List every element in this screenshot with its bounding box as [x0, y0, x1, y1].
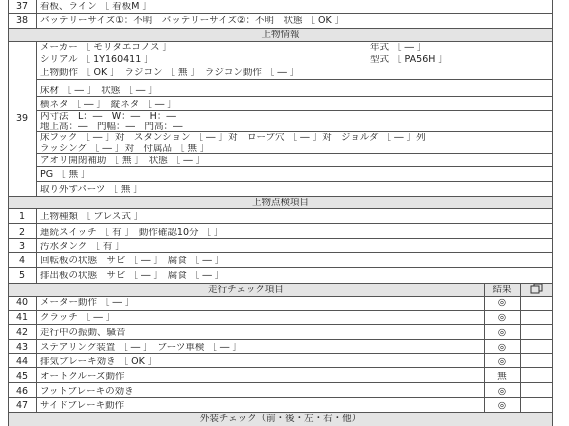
h-line-2 [8, 28, 553, 29]
h-line-17 [8, 283, 553, 284]
h-line-3 [8, 41, 553, 42]
inspection-item-5: 排出板の状態 サビ ［ ― ］ 腐食 ［ ― ］ [40, 271, 225, 281]
driving-item-41-no: 41 [15, 313, 29, 323]
hooks-line-2: ラッシング ［ ― ］対 付属品 ［ 無 ］ [40, 144, 210, 154]
driving-item-41: クラッチ ［ ― ］ [40, 313, 116, 323]
h-line-22 [8, 353, 553, 354]
inspection-item-1-no: 1 [18, 212, 26, 222]
driving-item-43-result: ◎ [497, 343, 507, 353]
h-line-18 [8, 296, 553, 297]
h-line-21 [8, 339, 553, 340]
h-line-15 [8, 252, 553, 253]
h-line-13 [8, 223, 553, 224]
v-line-result [484, 283, 485, 412]
beams-field: 横ネタ ［ ― ］ 縦ネタ ［ ― ］ [40, 100, 177, 110]
maker-field: メーカー ［ モリタエコノス ］ [40, 43, 172, 53]
dimensions-line-1: 内寸法 L：― W：― H：― [40, 112, 176, 122]
h-line-26 [8, 412, 553, 413]
driving-item-47-no: 47 [15, 401, 29, 411]
driving-item-40-no: 40 [15, 298, 29, 308]
inspection-item-2: 連続スイッチ ［ 有 ］ 動作確認10分 ［ ］ [40, 228, 224, 238]
driving-item-43-no: 43 [15, 343, 29, 353]
driving-item-42: 走行中の振動、騒音 [40, 328, 126, 338]
row-38-no: 38 [15, 16, 29, 26]
h-line-9 [36, 166, 553, 167]
inspection-item-5-no: 5 [18, 271, 26, 281]
v-line-no-top [36, 0, 37, 28]
h-line-6 [36, 110, 553, 111]
exterior-check-header: 外装チェック（前・後・左・右・他） [199, 414, 362, 424]
upper-info-header: 上物情報 [261, 30, 300, 40]
h-line-8 [36, 153, 553, 154]
h-line-24 [8, 382, 553, 383]
driving-item-46-result: ◎ [497, 387, 507, 397]
row-37-text: 看板、ライン ［ 看板M ］ [40, 2, 152, 12]
row-37-no: 37 [15, 2, 29, 12]
h-line-25 [8, 397, 553, 398]
inspection-header: 上物点検項目 [251, 198, 309, 208]
driving-item-46-no: 46 [15, 387, 29, 397]
driving-item-42-no: 42 [15, 328, 29, 338]
h-line-19 [8, 310, 553, 311]
h-line-7 [36, 131, 553, 132]
inspection-item-4: 回転板の状態 サビ ［ ― ］ 腐食 ［ ― ］ [40, 256, 225, 266]
hooks-line-1: 床フック ［ ― ］対 スタンション ［ ― ］対 ロープ穴 ［ ― ］対 ジョルダ ［ ― ］列 [40, 133, 426, 143]
v-line-left [8, 0, 9, 426]
h-line-5 [36, 96, 553, 97]
driving-item-47: サイドブレーキ動作 [40, 401, 125, 411]
h-line-10 [36, 181, 553, 182]
driving-item-40-result: ◎ [497, 298, 507, 308]
v-line-right [552, 0, 553, 426]
h-line-14 [8, 238, 553, 239]
serial-field: シリアル ［ 1Y160411 ］ [40, 55, 154, 65]
driving-item-45-result: 無 [497, 372, 507, 382]
tailgate-field: アオリ開閉補助 ［ 無 ］ 状態 ［ ― ］ [40, 156, 206, 166]
row-39-no: 39 [15, 114, 29, 124]
operation-field: 上物動作 ［ OK ］ ラジコン ［ 無 ］ ラジコン動作 ［ ― ］ [40, 68, 300, 78]
removable-parts-field: 取り外すパーツ ［ 無 ］ [40, 185, 143, 195]
inspection-item-4-no: 4 [18, 256, 26, 266]
model-field: 型式 ［ PA56H ］ [370, 55, 448, 65]
driving-item-40: メーター動作 ［ ― ］ [40, 298, 135, 308]
year-field: 年式 ［ ― ］ [370, 43, 427, 53]
inspection-sheet [8, 0, 553, 426]
driving-item-44-result: ◎ [497, 357, 507, 367]
driving-item-42-result: ◎ [497, 328, 507, 338]
driving-check-header: 走行チェック項目 [208, 285, 284, 295]
floor-field: 床材 ［ ― ］ 状態 ［ ― ］ [40, 86, 158, 96]
h-line-16 [8, 267, 553, 268]
v-line-no-inspection [36, 208, 37, 283]
driving-item-45-no: 45 [15, 372, 29, 382]
driving-item-45: オートクルーズ動作 [40, 372, 125, 382]
copy-icon[interactable] [520, 283, 553, 296]
v-line-extra [520, 283, 521, 412]
pg-field: PG ［ 無 ］ [40, 170, 91, 180]
result-header: 結果 [492, 285, 512, 295]
inspection-item-2-no: 2 [18, 228, 26, 238]
driving-item-47-result: ◎ [497, 401, 507, 411]
v-line-no-upper [36, 41, 37, 196]
h-line-23 [8, 367, 553, 368]
driving-item-44: 排気ブレーキ効き ［ OK ］ [40, 357, 158, 367]
h-line-11 [8, 196, 553, 197]
dimensions-line-2: 地上高：― 門幅：― 門高：― [40, 122, 183, 132]
inspection-item-3: 汚水タンク ［ 有 ］ [40, 242, 125, 252]
h-line-12 [8, 208, 553, 209]
row-38-text: バッテリーサイズ①：不明 バッテリーサイズ②：不明 状態 ［ OK ］ [40, 16, 345, 26]
h-line-20 [8, 324, 553, 325]
inspection-item-1: 上物種類 ［ プレス式 ］ [40, 212, 144, 222]
h-line-1 [8, 13, 553, 14]
h-line-4 [36, 79, 553, 80]
driving-item-41-result: ◎ [497, 313, 507, 323]
v-line-no-driving [36, 296, 37, 412]
driving-item-44-no: 44 [15, 357, 29, 367]
driving-item-43: ステアリング装置 ［ ― ］ ブーツ車検 ［ ― ］ [40, 343, 242, 353]
inspection-item-3-no: 3 [18, 242, 26, 252]
driving-item-46: フットブレーキの効き [40, 387, 134, 397]
